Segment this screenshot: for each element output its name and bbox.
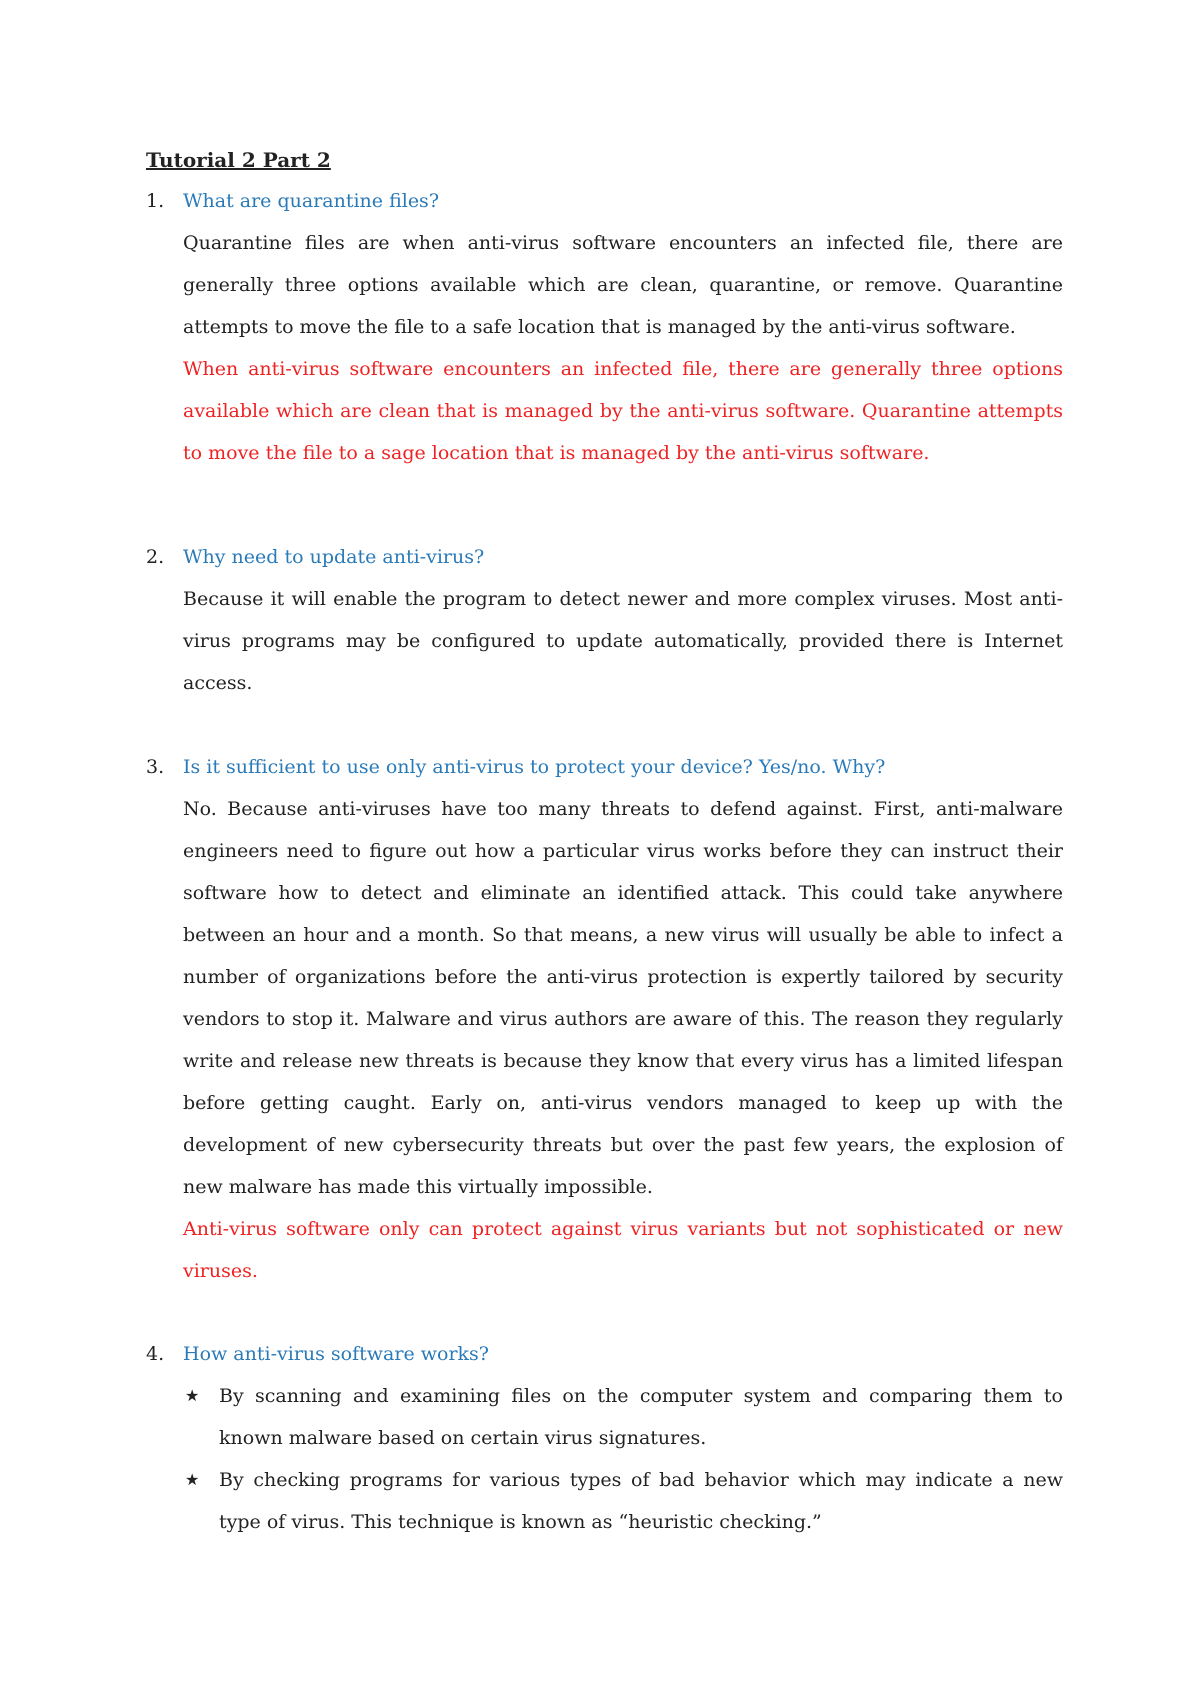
question-text: What are quarantine files? <box>183 190 439 212</box>
question-block-3 <box>146 746 1063 1292</box>
star-bullet-icon: ★ <box>185 1386 200 1405</box>
question-text: How anti-virus software works? <box>183 1343 489 1365</box>
question-text: Why need to update anti-virus? <box>183 546 485 568</box>
page-title: Tutorial 2 Part 2 <box>146 148 331 172</box>
answer-text: Quarantine files are when anti-virus software encounters an infected file, there are generally three options available which are clean, quarantine, or remove. Quarantine attempts to move the file to a safe location that is managed by the anti-virus software. <box>183 232 1063 338</box>
answer-text: No. Because anti-viruses have too many threats to defend against. First, anti-malware engineers need to figure out how a particular virus works before they can instruct their software how to detect and eliminate an identified attack. This could take anywhere between an hour and a month. So that means, a new virus will usually be able to infect a number of organizations before the anti-virus protection is expertly tailored by security vendors to stop it. Malware and virus authors are aware of this. The reason they regularly write and release new threats is because they know that every virus has a limited lifespan before getting caught. Early on, anti-virus vendors managed to keep up with the development of new cybersecurity threats but over the past few years, the explosion of new malware has made this virtually impossible. <box>183 798 1063 1198</box>
list-item-text: By scanning and examining files on the computer system and comparing them to known malware based on certain virus signatures. <box>219 1385 1063 1449</box>
list-item <box>183 1459 1063 1543</box>
bullet-list <box>183 1375 1063 1543</box>
answer-text: Because it will enable the program to detect newer and more complex viruses. Most anti-virus programs may be configured to update automatically, provided there is Internet access. <box>183 588 1063 694</box>
question-number: 1. <box>146 190 165 212</box>
question-block-1 <box>146 180 1063 474</box>
list-item-text: By checking programs for various types of bad behavior which may indicate a new type of virus. This technique is known as “heuristic checking.” <box>219 1469 1063 1533</box>
question-number: 3. <box>146 756 165 778</box>
list-item <box>183 1375 1063 1459</box>
question-number: 2. <box>146 546 165 568</box>
question-block-4 <box>146 1333 1063 1543</box>
feedback-text: Anti-virus software only can protect against virus variants but not sophisticated or new viruses. <box>183 1218 1063 1282</box>
question-number: 4. <box>146 1343 165 1365</box>
question-text: Is it sufficient to use only anti-virus to protect your device? Yes/no. Why? <box>183 756 886 778</box>
feedback-text: When anti-virus software encounters an infected file, there are generally three options available which are clean that is managed by the anti-virus software. Quarantine attempts to move the file to a sage location that is managed by the anti-virus software. <box>183 358 1063 464</box>
star-bullet-icon: ★ <box>185 1470 200 1489</box>
question-block-2 <box>146 536 1063 704</box>
